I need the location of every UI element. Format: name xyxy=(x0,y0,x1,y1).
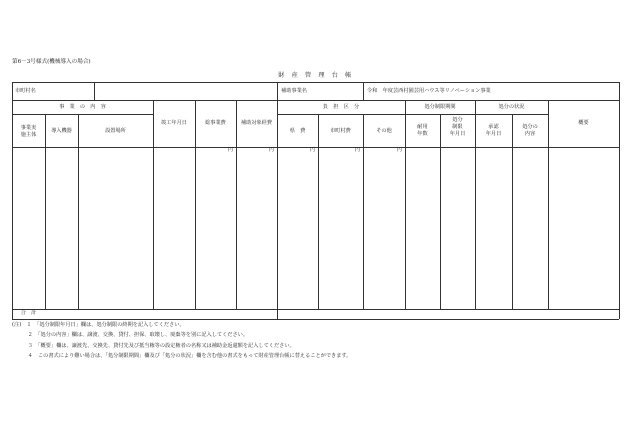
project-value: 令和 年度芸西村園芸用ハウス等リノベーション事業 xyxy=(367,88,491,94)
header-subsidy-base: 補助対象経費 xyxy=(240,120,273,126)
header-approval-date: 承認 年月日 xyxy=(485,124,502,137)
unit-national: 円 xyxy=(309,147,315,153)
header-restriction-period: 処分制限期間 xyxy=(424,104,456,110)
notes xyxy=(12,320,351,361)
total-label: 合 計 xyxy=(20,310,37,316)
col-rule xyxy=(153,100,154,309)
col-rule xyxy=(363,82,364,100)
col-rule xyxy=(94,82,95,100)
table-border-left xyxy=(12,82,13,319)
header-other: その他 xyxy=(376,128,392,134)
header-machinery: 導入機器 xyxy=(51,128,72,134)
project-label: 補助事業名 xyxy=(281,88,307,94)
header-restriction-expiry: 処分 制限 年月日 xyxy=(449,117,466,137)
col-rule xyxy=(548,100,549,309)
note-line: (注) １ 「処分制限年月日」欄は、処分制限の終期を記入してください。 xyxy=(12,322,185,328)
form-id: 第6－3号様式(機械導入の場合) xyxy=(12,59,91,65)
col-rule xyxy=(363,114,364,309)
row-rule xyxy=(12,100,619,101)
unit-municipal: 円 xyxy=(354,147,360,153)
col-rule xyxy=(318,114,319,309)
header-remarks: 概要 xyxy=(578,120,589,126)
header-municipal: 市町村費 xyxy=(330,128,351,134)
header-project-content: 事 業 の 内 容 xyxy=(59,104,106,110)
ledger-title: 財 産 管 理 台 帳 xyxy=(278,72,352,79)
note-line: ３ 「概要」欄は、譲渡先、交換先、貸付先及び抵当権等の設定権者の名称又は補助金返還額を記入してください。 xyxy=(12,342,295,349)
header-useful-life: 耐用 年数 xyxy=(417,124,428,137)
col-rule xyxy=(512,114,513,309)
header-total-cost: 総事業費 xyxy=(205,120,226,126)
note-line: ４ この書式により難い場合は、「処分制限期間」欄及び「処分の状況」欄を含む他の書式をもって財産管理台帳に替えることができます。 xyxy=(12,352,352,359)
table-border-top xyxy=(12,82,619,83)
row-rule xyxy=(12,114,153,115)
col-rule xyxy=(277,82,278,100)
header-location: 設置場所 xyxy=(105,128,126,134)
col-rule xyxy=(195,100,196,309)
col-rule xyxy=(440,114,441,309)
unit-total-cost: 円 xyxy=(227,147,233,153)
col-rule xyxy=(78,114,79,309)
unit-subsidy-base: 円 xyxy=(268,147,274,153)
note-line: ２ 「処分の内容」欄は、譲渡、交換、貸付、担保、取壊し、廃棄等を別に記入してください。 xyxy=(12,332,249,339)
row-rule xyxy=(12,309,619,310)
header-burden: 負 担 区 分 xyxy=(322,104,360,110)
municipality-label: 市町村名 xyxy=(15,88,36,94)
header-completion-date: 竣工年月日 xyxy=(161,120,187,126)
table-border-right xyxy=(619,82,620,319)
header-implementer: 事業実 施主体 xyxy=(20,125,37,138)
unit-other: 円 xyxy=(396,147,402,153)
col-rule xyxy=(236,100,237,309)
header-disposal-content: 処分の 内容 xyxy=(522,124,538,137)
header-national: 県 費 xyxy=(289,128,306,134)
row-rule xyxy=(277,114,405,115)
row-rule xyxy=(12,147,619,148)
col-rule xyxy=(45,114,46,309)
header-disposal-status: 処分の状況 xyxy=(498,104,525,110)
